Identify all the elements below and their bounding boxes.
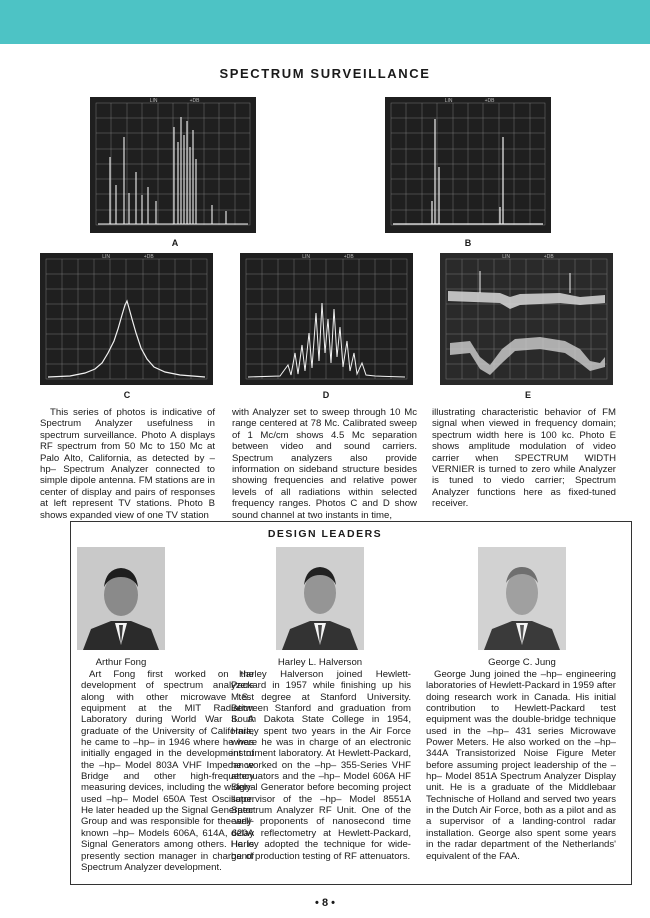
leader-bio-3: George Jung joined the –hp– engineering laboratories of Hewlett-Packard in 1959 after doing research work in Canada. His initial contribution to Hewlett-Packard test equipment was the double-bridge technique used in the –hp– 431 series Microwave Power Meters. He also worked on the –hp– 344A Transistorized Noise Figure Meter before assuming project leadership of the –hp– Model 851A Spectrum Analyzer Display unit. He is a graduate of the Middlebaar Technische of Holland and served two years in the Dutch Air Force, both as a pilot and as a supervisor of a landing-control radar installation. George also spent some years in the radar department of the Netherlands' equivalent of the FAA. (426, 669, 616, 862)
page-number: • 8 • (315, 897, 335, 909)
photo-a-caption: A (171, 238, 179, 248)
photo-d-spectrum-display (240, 253, 413, 385)
leader-name-1: Arthur Fong (95, 657, 147, 668)
portrait-george-jung (478, 547, 566, 650)
photo-b-spectrum-display (385, 97, 551, 233)
leader-name-3: George C. Jung (488, 657, 556, 668)
leader-bio-1: Art Fong first worked on the development of spectrum analyzers along with other microwave test equipment at the MIT Radiation Laboratory during World War II. A graduate of the University of California, he came to –hp– in 1946 where he was initially engaged in the development of the –hp– Model 803A VHF Impedance Bridge and other high-frequency measuring devices, including the widely-used –hp– Model 650A Test Oscillator. He later headed up the Signal Generator Group and was responsible for the well-known –hp– Models 606A, 614A, 620A Signal Generators among others. He is presently section manager in charge of Spectrum Analyzer development. (81, 669, 254, 873)
photo-e-scale-left-label: LIN (502, 254, 511, 260)
photo-d-scale-left-label: LIN (302, 254, 311, 260)
photo-d-caption: D (322, 390, 330, 400)
leader-bio-2: Harley Halverson joined Hewlett-Packard in 1957 while finishing up his M.S. degree at Stanford University. Between Stanford and graduation from South Dakota State College in 1954, Harley spent two years in the Air Force where he was in charge of an electronic instrument laboratory. At Hewlett-Packard, he worked on the –hp– 355-Series VHF attenuators and the –hp– Model 606A HF Signal Generator before becoming project supervisor of the –hp– Model 8551A Spectrum Analyzer RF Unit. One of the early proponents of nanosecond time delay reflectometry at Hewlett-Packard, Harley adopted the technique for wide-band production testing of RF attenuators. (231, 669, 411, 862)
photo-a-scale-right-label: +DB (189, 98, 200, 104)
photo-e-scale-right-label: +DB (543, 254, 554, 260)
body-column-2: with Analyzer set to sweep through 10 Mc range centered at 78 Mc. Calibrated sweep of 1 Mc/cm shows 4.5 Mc separation between video and sound carriers. Spectrum analyzers also provide information on sideband structure besides showing frequencies and relative power levels of all radiations within selected frequency ranges. Photos C and D show sound channel at two instants in time, (232, 407, 417, 521)
photo-a-spectrum-display (90, 97, 256, 233)
photo-b-caption: B (464, 238, 472, 248)
photo-e-caption: E (524, 390, 531, 400)
photo-a-scale-left-label: LIN (149, 98, 158, 104)
portrait-harley-halverson (276, 547, 364, 650)
leader-name-2: Harley L. Halverson (277, 657, 363, 668)
page-title: SPECTRUM SURVEILLANCE (219, 66, 431, 81)
photo-d-scale-right-label: +DB (343, 254, 354, 260)
body-column-1: This series of photos is indicative of Spectrum Analyzer usefulness in spectrum surveillance. Photo A displays RF spectrum from 50 Mc to 150 Mc at Palo Alto, California, as detected by –hp– Spectrum Analyzer connected to simple dipole antenna. FM stations are in center of display and pairs of responses at left represent TV stations. Photo B shows expanded view of one TV station (40, 407, 215, 521)
photo-c-scale-left-label: LIN (102, 254, 111, 260)
photo-c-caption: C (123, 390, 131, 400)
body-column-3: illustrating characteristic behavior of FM signal when viewed in frequency domain; spectrum width here is 100 kc. Photo E shows amplitude modulation of video carrier when SPECTRUM WIDTH VERNIER is turned to zero while Analyzer is tuned to viedo carrier; Spectrum Analyzer functions here as fixed-tuned receiver. (432, 407, 616, 510)
header-color-bar (0, 0, 650, 44)
photo-b-scale-left-label: LIN (444, 98, 453, 104)
photo-c-scale-right-label: +DB (143, 254, 154, 260)
design-leaders-title: DESIGN LEADERS (267, 528, 383, 540)
photo-b-scale-right-label: +DB (484, 98, 495, 104)
photo-c-spectrum-display (40, 253, 213, 385)
photo-e-am-modulation-display (440, 253, 613, 385)
portrait-arthur-fong (77, 547, 165, 650)
